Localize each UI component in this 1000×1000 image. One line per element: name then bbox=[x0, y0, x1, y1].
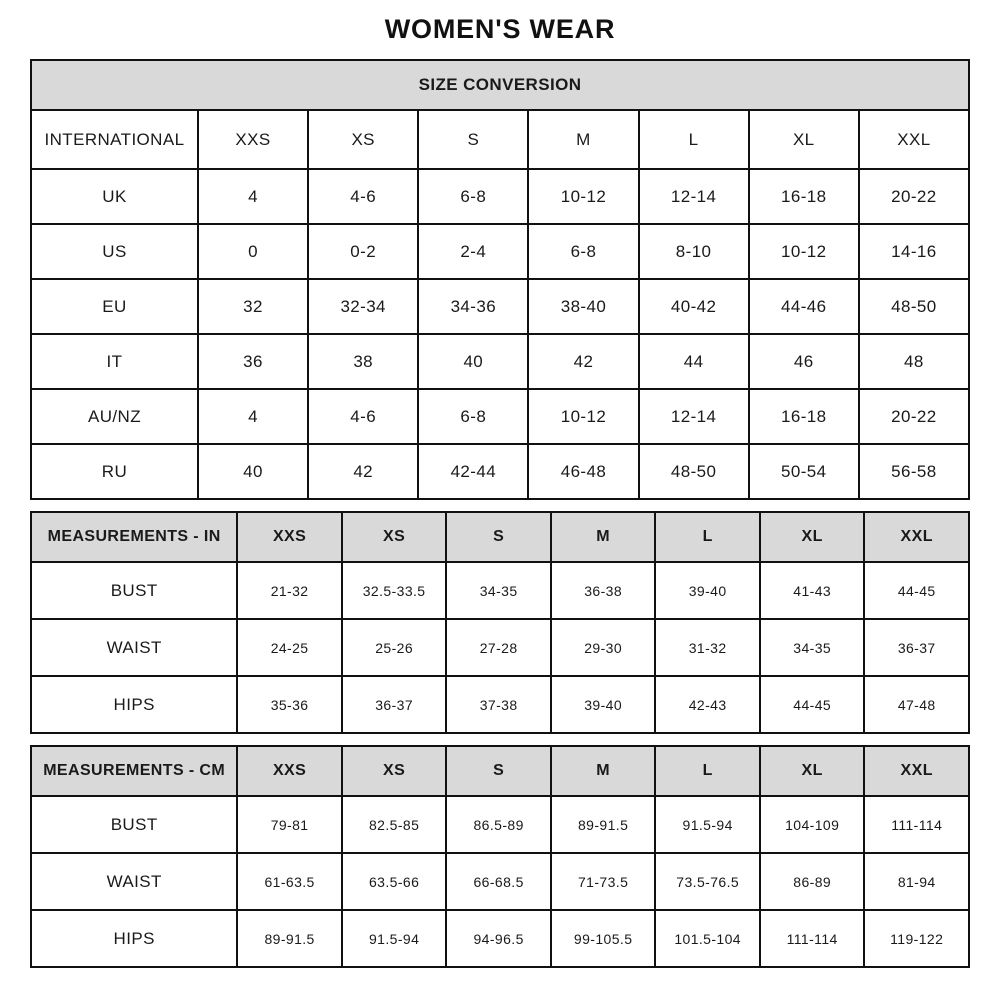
column-header: XXL bbox=[864, 512, 969, 562]
column-header: M bbox=[528, 110, 638, 169]
value-cell: 91.5-94 bbox=[655, 796, 760, 853]
header-row bbox=[31, 110, 969, 169]
value-cell: 82.5-85 bbox=[342, 796, 447, 853]
value-cell: 4 bbox=[198, 389, 308, 444]
value-cell: 42 bbox=[308, 444, 418, 499]
value-cell: 42-43 bbox=[655, 676, 760, 733]
value-cell: 36-37 bbox=[864, 619, 969, 676]
column-header: XXS bbox=[237, 746, 342, 796]
row-label: EU bbox=[31, 279, 198, 334]
value-cell: 89-91.5 bbox=[551, 796, 656, 853]
value-cell: 6-8 bbox=[528, 224, 638, 279]
column-header: XXS bbox=[237, 512, 342, 562]
value-cell: 4-6 bbox=[308, 389, 418, 444]
value-cell: 73.5-76.5 bbox=[655, 853, 760, 910]
value-cell: 63.5-66 bbox=[342, 853, 447, 910]
value-cell: 0 bbox=[198, 224, 308, 279]
value-cell: 0-2 bbox=[308, 224, 418, 279]
column-header: M bbox=[551, 512, 656, 562]
column-header: XL bbox=[760, 746, 865, 796]
header-row bbox=[31, 746, 969, 796]
value-cell: 16-18 bbox=[749, 169, 859, 224]
row-label: RU bbox=[31, 444, 198, 499]
value-cell: 21-32 bbox=[237, 562, 342, 619]
value-cell: 44 bbox=[639, 334, 749, 389]
value-cell: 2-4 bbox=[418, 224, 528, 279]
table-row bbox=[31, 444, 969, 499]
value-cell: 40 bbox=[198, 444, 308, 499]
corner-header: MEASUREMENTS - CM bbox=[31, 746, 237, 796]
column-header: L bbox=[639, 110, 749, 169]
value-cell: 119-122 bbox=[864, 910, 969, 967]
column-header: L bbox=[655, 512, 760, 562]
table-row bbox=[31, 334, 969, 389]
value-cell: 50-54 bbox=[749, 444, 859, 499]
value-cell: 36-38 bbox=[551, 562, 656, 619]
value-cell: 25-26 bbox=[342, 619, 447, 676]
column-header: S bbox=[446, 746, 551, 796]
column-header: XL bbox=[749, 110, 859, 169]
header-row bbox=[31, 512, 969, 562]
row-label: BUST bbox=[31, 796, 237, 853]
value-cell: 12-14 bbox=[639, 389, 749, 444]
table-row bbox=[31, 169, 969, 224]
column-header: XXL bbox=[864, 746, 969, 796]
value-cell: 37-38 bbox=[446, 676, 551, 733]
value-cell: 39-40 bbox=[655, 562, 760, 619]
column-header: XXS bbox=[198, 110, 308, 169]
row-label: US bbox=[31, 224, 198, 279]
value-cell: 86-89 bbox=[760, 853, 865, 910]
column-header: L bbox=[655, 746, 760, 796]
value-cell: 41-43 bbox=[760, 562, 865, 619]
measurements-in-body bbox=[31, 512, 969, 733]
value-cell: 4 bbox=[198, 169, 308, 224]
row-label: WAIST bbox=[31, 853, 237, 910]
value-cell: 35-36 bbox=[237, 676, 342, 733]
page-title: WOMEN'S WEAR bbox=[384, 14, 616, 44]
value-cell: 46 bbox=[749, 334, 859, 389]
value-cell: 4-6 bbox=[308, 169, 418, 224]
column-header: XS bbox=[342, 746, 447, 796]
table-row bbox=[31, 910, 969, 967]
value-cell: 34-35 bbox=[446, 562, 551, 619]
value-cell: 56-58 bbox=[859, 444, 969, 499]
value-cell: 81-94 bbox=[864, 853, 969, 910]
column-header: XS bbox=[342, 512, 447, 562]
value-cell: 34-36 bbox=[418, 279, 528, 334]
value-cell: 20-22 bbox=[859, 389, 969, 444]
table-row bbox=[31, 389, 969, 444]
column-header: S bbox=[446, 512, 551, 562]
table-banner: SIZE CONVERSION bbox=[31, 60, 969, 110]
table-row bbox=[31, 562, 969, 619]
table-row bbox=[31, 224, 969, 279]
value-cell: 48-50 bbox=[859, 279, 969, 334]
value-cell: 91.5-94 bbox=[342, 910, 447, 967]
value-cell: 6-8 bbox=[418, 169, 528, 224]
value-cell: 20-22 bbox=[859, 169, 969, 224]
value-cell: 27-28 bbox=[446, 619, 551, 676]
value-cell: 86.5-89 bbox=[446, 796, 551, 853]
value-cell: 46-48 bbox=[528, 444, 638, 499]
table-row bbox=[31, 676, 969, 733]
measurements-cm-table bbox=[30, 745, 970, 968]
value-cell: 61-63.5 bbox=[237, 853, 342, 910]
table-row bbox=[31, 796, 969, 853]
size-conversion-table bbox=[30, 59, 970, 500]
column-header: XXL bbox=[859, 110, 969, 169]
value-cell: 44-45 bbox=[760, 676, 865, 733]
value-cell: 24-25 bbox=[237, 619, 342, 676]
value-cell: 10-12 bbox=[749, 224, 859, 279]
value-cell: 44-46 bbox=[749, 279, 859, 334]
row-label: WAIST bbox=[31, 619, 237, 676]
value-cell: 42 bbox=[528, 334, 638, 389]
value-cell: 32 bbox=[198, 279, 308, 334]
value-cell: 39-40 bbox=[551, 676, 656, 733]
value-cell: 44-45 bbox=[864, 562, 969, 619]
row-label: BUST bbox=[31, 562, 237, 619]
value-cell: 31-32 bbox=[655, 619, 760, 676]
value-cell: 14-16 bbox=[859, 224, 969, 279]
value-cell: 10-12 bbox=[528, 169, 638, 224]
row-label: IT bbox=[31, 334, 198, 389]
value-cell: 111-114 bbox=[760, 910, 865, 967]
value-cell: 104-109 bbox=[760, 796, 865, 853]
value-cell: 10-12 bbox=[528, 389, 638, 444]
value-cell: 99-105.5 bbox=[551, 910, 656, 967]
table-row bbox=[31, 853, 969, 910]
value-cell: 40 bbox=[418, 334, 528, 389]
measurements-in-table bbox=[30, 511, 970, 734]
measurements-cm-body bbox=[31, 746, 969, 967]
value-cell: 6-8 bbox=[418, 389, 528, 444]
value-cell: 101.5-104 bbox=[655, 910, 760, 967]
column-header: XS bbox=[308, 110, 418, 169]
value-cell: 16-18 bbox=[749, 389, 859, 444]
size-conversion-body bbox=[31, 60, 969, 499]
value-cell: 32-34 bbox=[308, 279, 418, 334]
value-cell: 66-68.5 bbox=[446, 853, 551, 910]
row-label: HIPS bbox=[31, 676, 237, 733]
value-cell: 47-48 bbox=[864, 676, 969, 733]
value-cell: 38-40 bbox=[528, 279, 638, 334]
value-cell: 32.5-33.5 bbox=[342, 562, 447, 619]
corner-header: MEASUREMENTS - IN bbox=[31, 512, 237, 562]
value-cell: 8-10 bbox=[639, 224, 749, 279]
banner-row bbox=[31, 60, 969, 110]
value-cell: 29-30 bbox=[551, 619, 656, 676]
value-cell: 94-96.5 bbox=[446, 910, 551, 967]
row-label: AU/NZ bbox=[31, 389, 198, 444]
value-cell: 12-14 bbox=[639, 169, 749, 224]
table-row bbox=[31, 619, 969, 676]
column-header: S bbox=[418, 110, 528, 169]
value-cell: 48 bbox=[859, 334, 969, 389]
value-cell: 89-91.5 bbox=[237, 910, 342, 967]
value-cell: 40-42 bbox=[639, 279, 749, 334]
value-cell: 71-73.5 bbox=[551, 853, 656, 910]
value-cell: 111-114 bbox=[864, 796, 969, 853]
table-row bbox=[31, 279, 969, 334]
value-cell: 36 bbox=[198, 334, 308, 389]
value-cell: 48-50 bbox=[639, 444, 749, 499]
value-cell: 42-44 bbox=[418, 444, 528, 499]
row-label: HIPS bbox=[31, 910, 237, 967]
value-cell: 79-81 bbox=[237, 796, 342, 853]
value-cell: 34-35 bbox=[760, 619, 865, 676]
value-cell: 36-37 bbox=[342, 676, 447, 733]
column-header: M bbox=[551, 746, 656, 796]
corner-header: INTERNATIONAL bbox=[31, 110, 198, 169]
column-header: XL bbox=[760, 512, 865, 562]
row-label: UK bbox=[31, 169, 198, 224]
value-cell: 38 bbox=[308, 334, 418, 389]
